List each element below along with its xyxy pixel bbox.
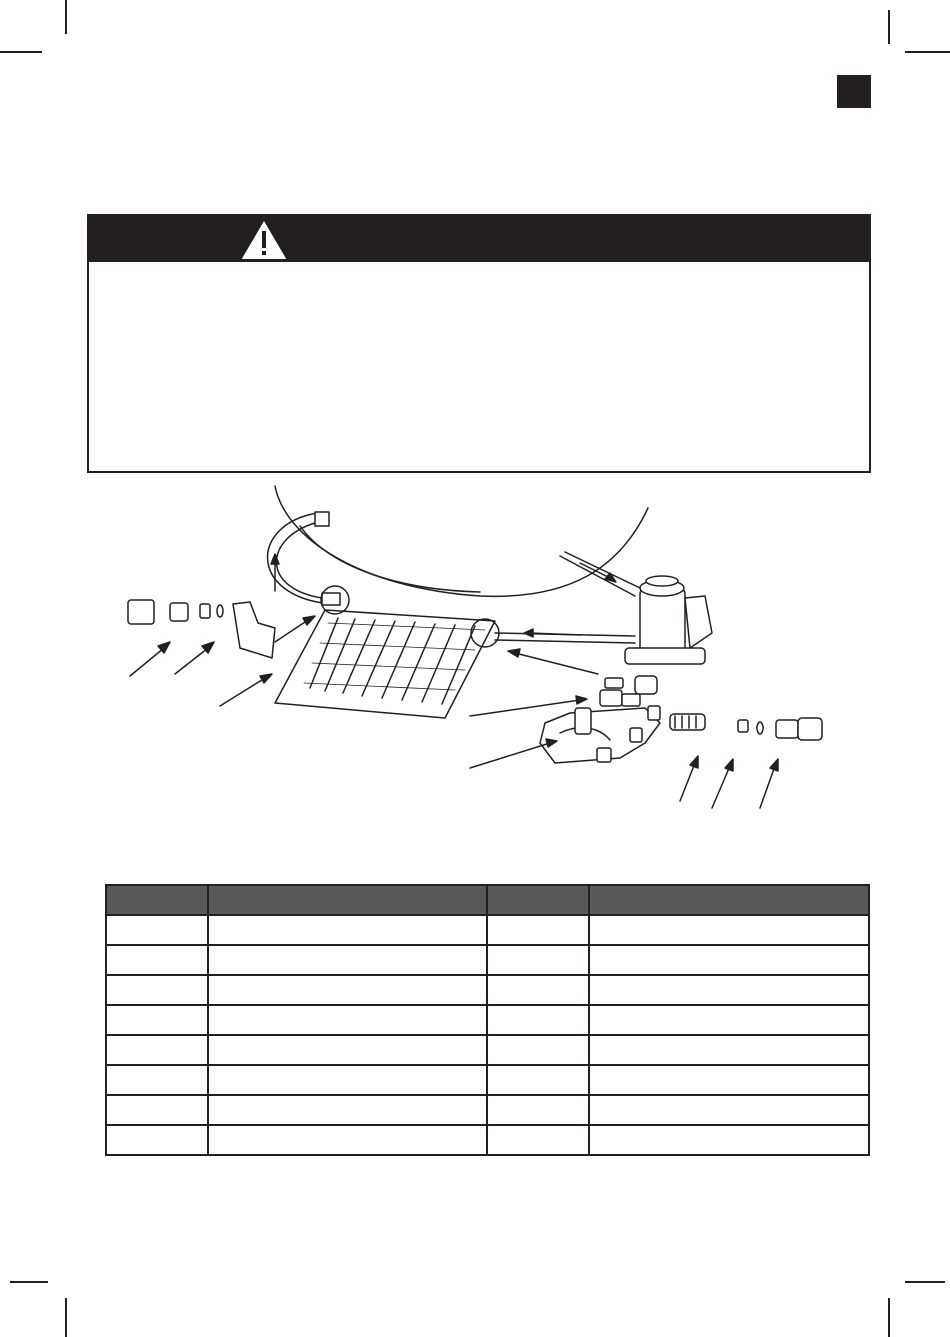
crop-mark-top-right-horizontal — [905, 51, 950, 53]
table-cell — [589, 915, 869, 945]
table-row — [106, 1125, 869, 1155]
table-row — [106, 1035, 869, 1065]
table-cell — [106, 1095, 208, 1125]
crop-mark-bottom-right-horizontal — [905, 1281, 945, 1283]
parts-table — [105, 884, 870, 1156]
table-cell — [106, 1035, 208, 1065]
header-cell-3 — [487, 885, 589, 915]
table-cell — [106, 915, 208, 945]
table-cell — [487, 915, 589, 945]
table-cell — [106, 1065, 208, 1095]
warning-header — [89, 216, 869, 262]
table-row — [106, 945, 869, 975]
table-cell — [487, 975, 589, 1005]
table-cell — [208, 945, 487, 975]
table-cell — [589, 945, 869, 975]
table-cell — [487, 1095, 589, 1125]
table-cell — [106, 1005, 208, 1035]
table-row — [106, 915, 869, 945]
table-cell — [589, 975, 869, 1005]
table-cell — [589, 1035, 869, 1065]
solar-heater-mat — [275, 586, 495, 718]
table-cell — [208, 1125, 487, 1155]
right-fittings — [670, 714, 822, 740]
table-cell — [589, 1095, 869, 1125]
table-cell — [589, 1065, 869, 1095]
table-cell — [487, 945, 589, 975]
heater-hose — [268, 512, 330, 604]
table-cell — [589, 1125, 869, 1155]
filter-pump — [625, 576, 712, 664]
warning-box — [87, 214, 871, 473]
crop-mark-top-right-vertical — [888, 10, 890, 44]
table-cell — [208, 975, 487, 1005]
pump-hose — [471, 552, 640, 647]
table-cell — [208, 915, 487, 945]
header-cell-2 — [208, 885, 487, 915]
table-row — [106, 1005, 869, 1035]
table-cell — [208, 1065, 487, 1095]
crop-mark-bottom-left-horizontal — [10, 1281, 48, 1283]
parts-table-header — [106, 885, 869, 915]
table-cell — [106, 945, 208, 975]
table-cell — [106, 975, 208, 1005]
table-cell — [106, 1125, 208, 1155]
assembly-diagram — [100, 478, 880, 838]
table-row — [106, 1065, 869, 1095]
pool-wall — [275, 486, 648, 596]
crop-mark-top-left-vertical — [65, 0, 67, 34]
header-cell-1 — [106, 885, 208, 915]
table-cell — [208, 1035, 487, 1065]
table-row — [106, 975, 869, 1005]
table-cell — [589, 1005, 869, 1035]
table-cell — [487, 1125, 589, 1155]
header-cell-4 — [589, 885, 869, 915]
crop-mark-top-left-horizontal — [0, 51, 42, 53]
language-tab — [837, 75, 871, 108]
warning-triangle-icon — [237, 216, 291, 262]
left-fittings — [128, 600, 275, 658]
crop-mark-bottom-right-vertical — [888, 1298, 890, 1337]
table-row — [106, 1095, 869, 1125]
warning-body — [89, 262, 869, 471]
table-cell — [208, 1005, 487, 1035]
crop-mark-bottom-left-vertical — [65, 1298, 67, 1337]
table-cell — [487, 1005, 589, 1035]
pool-connection — [540, 708, 660, 763]
table-cell — [487, 1065, 589, 1095]
table-cell — [487, 1035, 589, 1065]
table-cell — [208, 1095, 487, 1125]
